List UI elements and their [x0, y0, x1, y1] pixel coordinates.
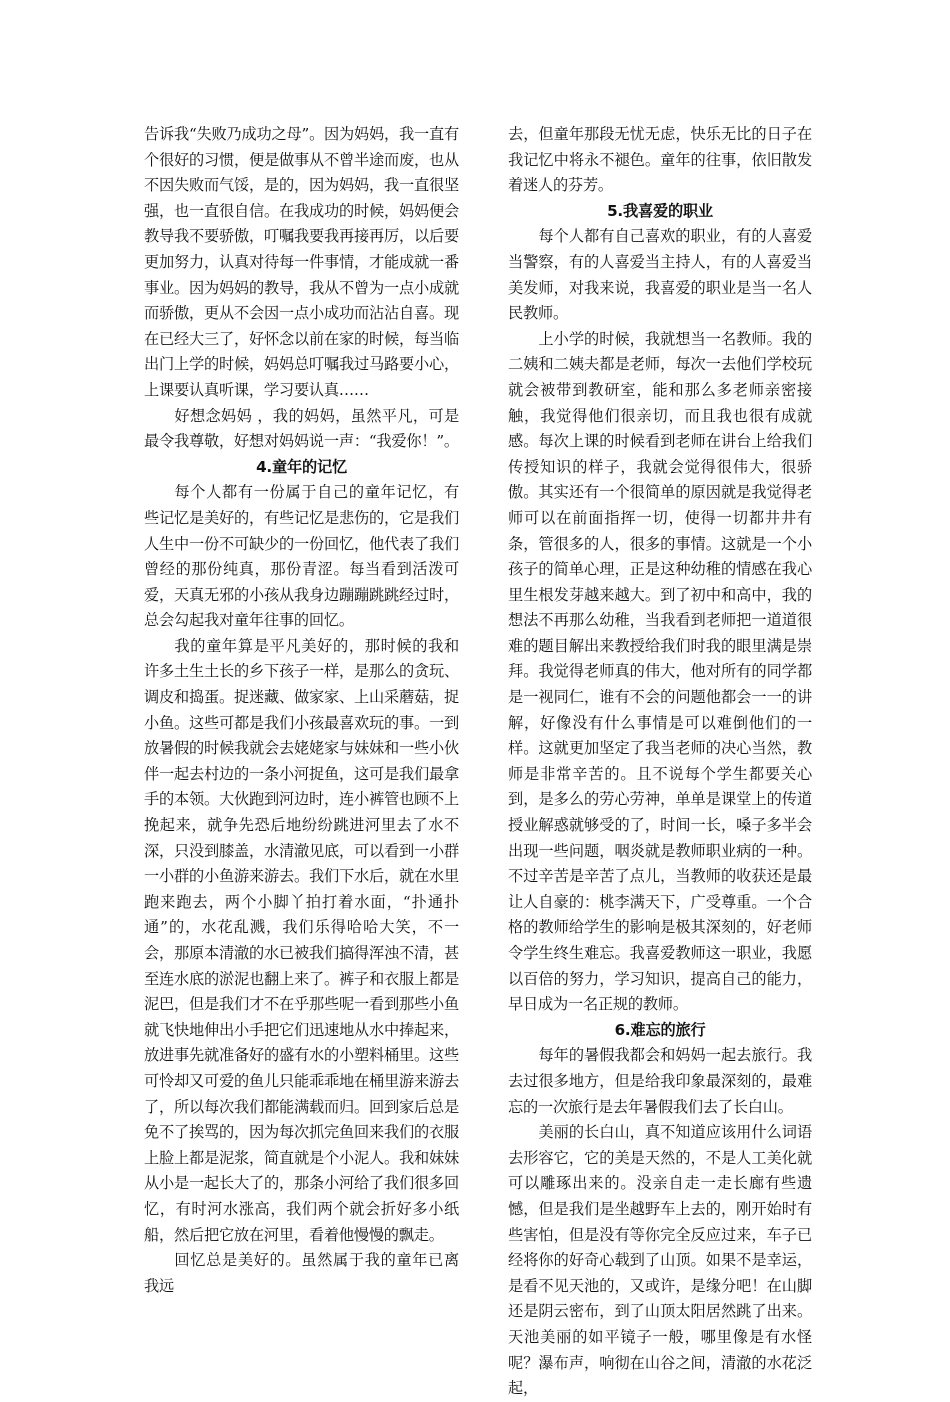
- right-column: [508, 122, 812, 1402]
- heading-favorite-job: 5.我喜爱的职业: [607, 201, 713, 220]
- paragraph-miss-mother: 好想念妈妈 ，我的妈妈，虽然平凡，可是最令我尊敬，好想对妈妈说一声：“我爱你！”。: [144, 406, 459, 451]
- paragraph-childhood-end: 去，但童年那段无忧无虑，快乐无比的日子在我记忆中将永不褪色。童年的往事，依旧散发着迷人的芬芳。: [508, 125, 812, 195]
- paragraph-memory-beautiful: 回忆总是美好的。虽然属于我的童年已离我远: [144, 1251, 459, 1295]
- paragraph-changbai-mountain: 美丽的长白山，真不知道应该用什么词语去形容它，它的美是天然的，不是人工美化就可以雕琢出来的。没亲自走一走长廊有些遗憾，但是我们是坐越野车上去的，刚开始时有些害怕，但是没有等你完全反应过来，车子已经将你的好奇心载到了山顶。如果不是幸运，是看不见天池的，又或许，是缘分吧！在山脚还是阴云密布，到了山顶太阳居然跳了出来。天池美丽的如平镜子一般，哪里像是有水怪呢？瀑布声，响彻在山谷之间，清澈的水花泛起，: [508, 1123, 812, 1398]
- paragraph-teacher-dream: 上小学的时候，我就想当一名教师。我的二姨和二姨夫都是老师，每次一去他们学校玩就会被带到教研室，能和那么多老师亲密接触，我觉得他们很亲切，而且我也很有成就感。每次上课的时候看到老师在讲台上给我们传授知识的样子，我就会觉得很伟大，很骄傲。其实还有一个很简单的原因就是我觉得老师可以在前面指挥一切，使得一切都井井有条，管很多的人，很多的事情。这就是一个小孩子的简单心理，正是这种幼稚的情感在我心里生根发芽越来越大。到了初中和高中，我的想法不再那么幼稚，当我看到老师把一道道很难的题目解出来教授给我们时我的眼里满是崇拜。我觉得老师真的伟大，他对所有的同学都是一视同仁，谁有不会的问题他都会一一的讲解，好像没有什么事情是可以难倒他们的一样。这就更加坚定了我当老师的决心当然，教师是非常辛苦的。且不说每个学生都要关心到，是多么的劳心劳神，单单是课堂上的传道授业解惑就够受的了，时间一长，嗓子多半会出现一些问题，咽炎就是教师职业病的一种。不过辛苦是辛苦了点儿，当教师的收获还是最让人自豪的：桃李满天下，广受尊重。一个合格的教师给学生的影响是极其深刻的，好老师令学生终生难忘。我喜爱教师这一职业，我愿以百倍的努力，学习知识，提高自己的能力，早日成为一名正规的教师。: [508, 329, 812, 1014]
- left-column: [144, 122, 459, 1299]
- heading-memorable-trip: 6.难忘的旅行: [614, 1020, 706, 1039]
- paragraph-job-intro: 每个人都有自己喜欢的职业，有的人喜爱当警察，有的人喜爱当主持人，有的人喜爱当美发师，对我来说，我喜爱的职业是当一名人民教师。: [508, 227, 812, 323]
- heading-childhood-memory: 4.童年的记忆: [256, 457, 347, 476]
- paragraph-catching-fish: 我的童年算是平凡美好的，那时候的我和许多土生土长的乡下孩子一样，是那么的贪玩、调皮和捣蛋。捉迷藏、做家家、上山采蘑菇，捉小鱼。这些可都是我们小孩最喜欢玩的事。一到放暑假的时候我就会去姥姥家与妹妹和一些小伙伴一起去村边的一条小河捉鱼，这可是我们最拿手的本领。大伙跑到河边时，连小裤管也顾不上挽起来，就争先恐后地纷纷跳进河里去了水不深，只没到膝盖，水清澈见底，可以看到一小群一小群的小鱼游来游去。我们下水后，就在水里跑来跑去，两个小脚丫拍打着水面，“扑通扑通”的，水花乱溅，我们乐得哈哈大笑，不一会，那原本清澈的水已被我们搞得浑浊不清，甚至连水底的淤泥也翻上来了。裤子和衣服上都是泥巴，但是我们才不在乎那些呢一看到那些小鱼就飞快地伸出小手把它们迅速地从水中捧起来，放进事先就准备好的盛有水的小塑料桶里。这些可怜却又可爱的鱼儿只能乖乖地在桶里游来游去了，所以每次我们都能满载而归。回到家后总是免不了挨骂的，因为每次抓完鱼回来我们的衣服上脸上都是泥浆，简直就是个小泥人。我和妹妹从小是一起长大了的，那条小河给了我们很多回忆，有时河水涨高，我们两个就会折好多小纸船，然后把它放在河里，看着他慢慢的飘走。: [144, 636, 459, 1244]
- paragraph-mother-lessons: 告诉我“失败乃成功之母”。因为妈妈，我一直有个很好的习惯，便是做事从不曾半途而废，也从不因失败而气馁，是的，因为妈妈，我一直很坚强，也一直很自信。在我成功的时候，妈妈便会教导我不要骄傲，叮嘱我要我再接再厉，以后要更加努力，认真对待每一件事情，才能成就一番事业。因为妈妈的教导，我从不曾为一点小成就而骄傲，更从不会因一点小成功而沾沾自喜。现在已经大三了，好怀念以前在家的时候，每当临出门上学的时候，妈妈总叮嘱我过马路要小心，上课要认真听课，学习要认真……: [144, 125, 459, 399]
- paragraph-childhood-intro: 每个人都有一份属于自己的童年记忆，有些记忆是美好的，有些记忆是悲伤的，它是我们人生中一份不可缺少的一份回忆，他代表了我们曾经的那份纯真，那份青涩。每当看到活泼可爱，天真无邪的小孩从我身边蹦蹦跳跳经过时，总会勾起我对童年往事的回忆。: [144, 483, 459, 630]
- paragraph-trip-intro: 每年的暑假我都会和妈妈一起去旅行。我去过很多地方，但是给我印象最深刻的，最难忘的一次旅行是去年暑假我们去了长白山。: [508, 1046, 812, 1116]
